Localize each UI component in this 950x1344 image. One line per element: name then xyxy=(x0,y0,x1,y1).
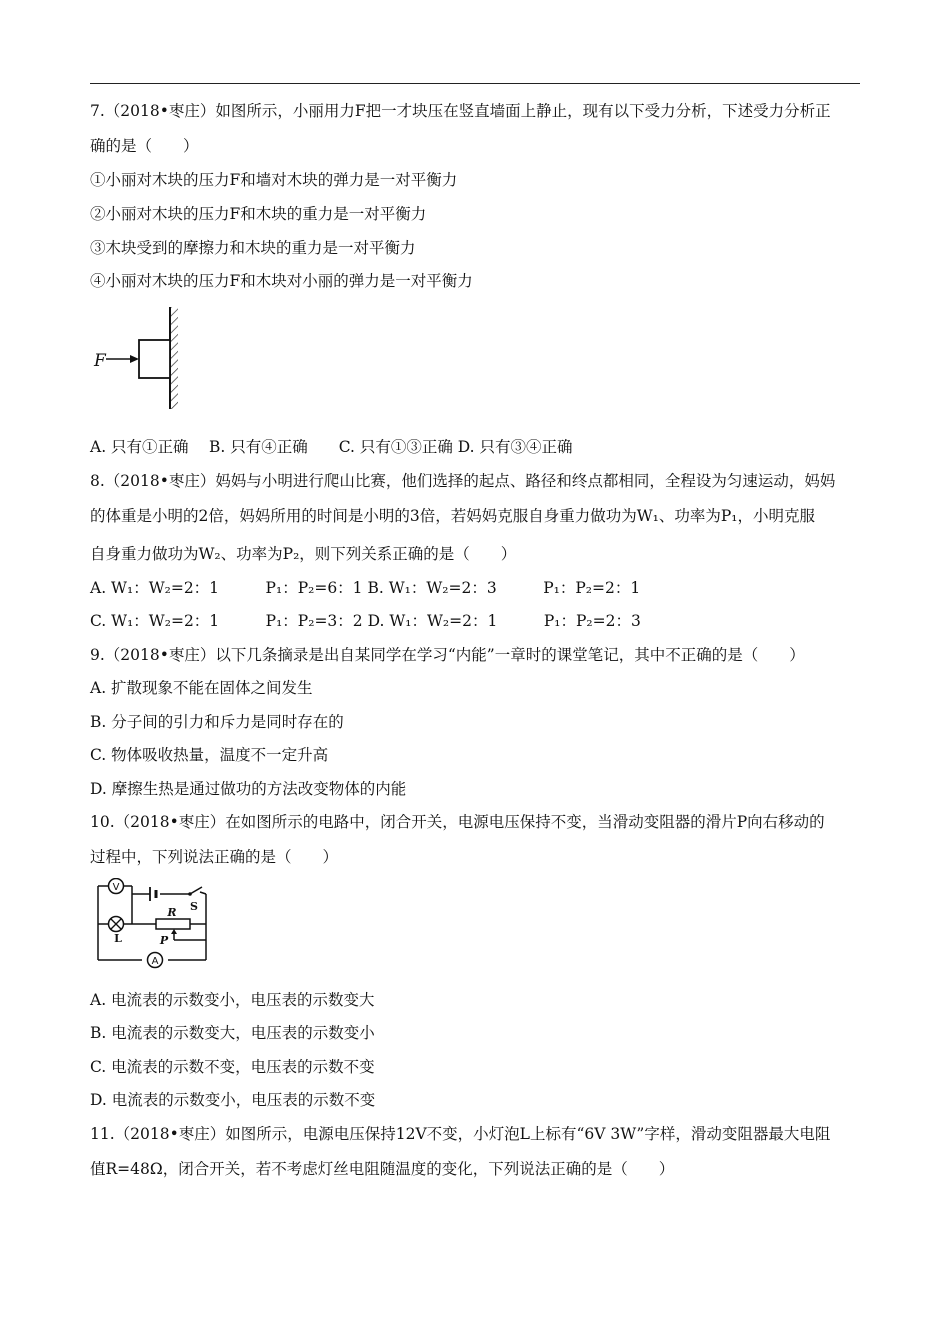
slider-label: P xyxy=(159,934,169,947)
q10-option-c: C. 电流表的示数不变，电压表的示数不变 xyxy=(90,1058,375,1076)
q8-options-ab: A. W₁：W₂=2：1 P₁：P₂=6：1 B. W₁：W₂=2：3 P₁：P₂=2：1 xyxy=(90,579,641,597)
q10-option-d: D. 电流表的示数变小，电压表的示数不变 xyxy=(90,1091,376,1109)
q9-option-a: A. 扩散现象不能在固体之间发生 xyxy=(90,679,313,697)
q7-statement-1: ①小丽对木块的压力F和墙对木块的弹力是一对平衡力 xyxy=(90,171,458,189)
lamp-label: L xyxy=(114,932,122,945)
q10-circuit-figure xyxy=(90,878,215,970)
q10-option-a: A. 电流表的示数变小，电压表的示数变大 xyxy=(90,991,375,1009)
q8-options-cd: C. W₁：W₂=2：1 P₁：P₂=3：2 D. W₁：W₂=2：1 P₁：P₂=2：3 xyxy=(90,612,641,630)
q8-stem-line3: 自身重力做功为W₂、功率为P₂，则下列关系正确的是（ ） xyxy=(90,545,517,563)
top-wire-3 xyxy=(200,892,206,894)
force-label: F xyxy=(94,351,106,371)
q7-statement-2: ②小丽对木块的压力F和木块的重力是一对平衡力 xyxy=(90,205,427,223)
q7-block-wall-figure xyxy=(88,305,188,411)
q10-option-b: B. 电流表的示数变大，电压表的示数变小 xyxy=(90,1024,375,1042)
q7-stem-line1: 7.（2018•枣庄）如图所示，小丽用力F把一才块压在竖直墙面上静止，现有以下受力分析，下述受力分析正 xyxy=(90,102,831,120)
q7-statement-4: ④小丽对木块的压力F和木块对小丽的弹力是一对平衡力 xyxy=(90,272,473,290)
switch-label: S xyxy=(190,900,198,913)
switch-blade xyxy=(190,887,202,894)
q10-stem-line2: 过程中，下列说法正确的是（ ） xyxy=(90,848,339,866)
force-arrow-head xyxy=(130,355,139,363)
q9-stem: 9.（2018•枣庄）以下几条摘录是出自某同学在学习“内能”一章时的课堂笔记，其中不正确的是（ ） xyxy=(90,646,805,664)
wood-block xyxy=(139,340,170,378)
q7-statement-3: ③木块受到的摩擦力和木块的重力是一对平衡力 xyxy=(90,239,416,257)
q11-stem-line2: 值R=48Ω，闭合开关，若不考虑灯丝电阻随温度的变化，下列说法正确的是（ ） xyxy=(90,1160,675,1178)
wall-hatching xyxy=(170,307,178,409)
q10-stem-line1: 10.（2018•枣庄）在如图所示的电路中，闭合开关，电源电压保持不变，当滑动变阻器的滑片P向右移动的 xyxy=(90,813,825,831)
q8-stem-line2: 的体重是小明的2倍，妈妈所用的时间是小明的3倍，若妈妈克服自身重力做功为W₁、功率为P₁，小明克服 xyxy=(90,507,816,525)
q9-option-c: C. 物体吸收热量，温度不一定升高 xyxy=(90,746,329,764)
ammeter-label: A xyxy=(151,956,159,967)
q8-stem-line1: 8.（2018•枣庄）妈妈与小明进行爬山比赛，他们选择的起点、路径和终点都相同，全程设为匀速运动，妈妈 xyxy=(90,472,836,490)
header-rule xyxy=(90,83,860,84)
resistor-body xyxy=(156,919,190,929)
q9-option-d: D. 摩擦生热是通过做功的方法改变物体的内能 xyxy=(90,780,407,798)
q11-stem-line1: 11.（2018•枣庄）如图所示，电源电压保持12V不变，小灯泡L上标有“6V 3W”字样，滑动变阻器最大电阻 xyxy=(90,1125,831,1143)
q7-options: A. 只有①正确 B. 只有④正确 C. 只有①③正确 D. 只有③④正确 xyxy=(90,438,573,456)
voltmeter-label: V xyxy=(112,882,120,893)
q7-stem-line2: 确的是（ ） xyxy=(90,137,199,155)
q9-option-b: B. 分子间的引力和斥力是同时存在的 xyxy=(90,713,344,731)
resistor-label: R xyxy=(167,906,177,919)
